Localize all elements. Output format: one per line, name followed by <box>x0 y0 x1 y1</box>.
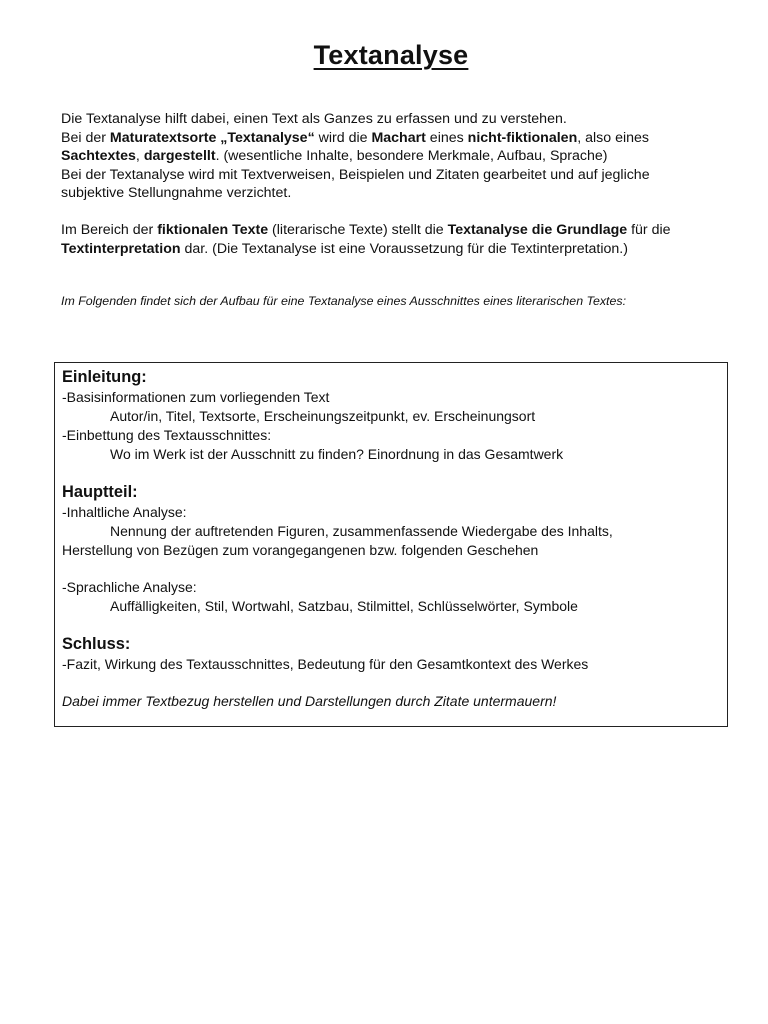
intro-text: subjektive Stellungnahme verzichtet. <box>61 185 292 202</box>
list-item-detail: Herstellung von Bezügen zum vorangegangenen bzw. folgenden Geschehen <box>62 542 539 558</box>
page-title <box>0 40 768 71</box>
intro-text: (literarische Texte) stellt die <box>268 221 448 238</box>
section-spacer <box>62 674 727 692</box>
list-item-detail: Autor/in, Titel, Textsorte, Erscheinungszeitpunkt, ev. Erscheinungsort <box>110 408 536 424</box>
list-item: -Inhaltliche Analyse: <box>62 504 187 520</box>
list-item: -Basisinformationen zum vorliegenden Text <box>62 389 330 405</box>
intro-text: , also eines <box>577 129 650 146</box>
intro-text: . (wesentliche Inhalte, besondere Merkmale, Aufbau, Sprache) <box>215 148 608 165</box>
structure-box <box>54 362 728 727</box>
structure-lead-text: Im Folgenden findet sich der Aufbau für eine Textanalyse eines Ausschnittes eines literarischen Textes: <box>61 294 627 308</box>
intro-emphasis: Textanalyse <box>447 221 528 238</box>
intro-emphasis: Sachtextes <box>61 148 136 165</box>
intro-section <box>61 110 721 258</box>
intro-text: Die Textanalyse hilft dabei, einen Text als Ganzes zu erfassen und zu verstehen. <box>61 111 567 127</box>
intro-paragraph-5 <box>61 184 721 203</box>
intro-text: Bei der <box>61 129 110 146</box>
intro-text: , <box>135 148 144 165</box>
page-title-text: Textanalyse <box>313 40 469 70</box>
list-item: -Einbettung des Textausschnittes: <box>62 427 272 443</box>
intro-text: Bei der Textanalyse wird mit Textverweisen, Beispielen und Zitaten gearbeitet und auf jegliche <box>61 166 650 183</box>
intro-emphasis: nicht-fiktionalen <box>467 129 578 146</box>
intro-paragraph-7 <box>61 240 721 259</box>
intro-emphasis: Maturatextsorte <box>109 129 217 146</box>
section-spacer <box>62 464 727 482</box>
intro-paragraph-3 <box>61 147 721 166</box>
intro-emphasis: „Textanalyse“ <box>220 129 315 146</box>
section-heading-einleitung: Einleitung: <box>62 368 147 386</box>
section-spacer <box>62 616 727 634</box>
list-item-detail: Nennung der auftretenden Figuren, zusammenfassende Wiedergabe des Inhalts, <box>110 523 613 539</box>
intro-text: eines <box>425 129 468 146</box>
section-heading-schluss: Schluss: <box>62 635 131 653</box>
intro-text: Im Bereich der <box>61 221 158 238</box>
section-heading-hauptteil: Hauptteil: <box>62 483 138 501</box>
closing-note: Dabei immer Textbezug herstellen und Darstellungen durch Zitate untermauern! <box>62 693 557 709</box>
intro-text: dar. (Die Textanalyse ist eine Voraussetzung für die Textinterpretation.) <box>180 240 628 257</box>
section-spacer <box>62 560 727 578</box>
intro-emphasis: Textinterpretation <box>61 240 181 257</box>
intro-text: für die <box>627 221 671 238</box>
intro-emphasis: die Grundlage <box>531 221 628 238</box>
intro-emphasis: fiktionalen Texte <box>157 221 269 238</box>
intro-paragraph-1 <box>61 110 721 129</box>
intro-paragraph-4 <box>61 166 721 185</box>
intro-paragraph-2 <box>61 129 721 148</box>
intro-emphasis: Machart <box>371 129 426 146</box>
list-item-detail: Auffälligkeiten, Stil, Wortwahl, Satzbau, Stilmittel, Schlüsselwörter, Symbole <box>110 598 578 614</box>
list-item: -Sprachliche Analyse: <box>62 579 197 595</box>
intro-paragraph-6 <box>61 221 721 240</box>
intro-text: wird die <box>314 129 372 146</box>
list-item: -Fazit, Wirkung des Textausschnittes, Bedeutung für den Gesamtkontext des Werkes <box>62 656 589 672</box>
intro-emphasis: dargestellt <box>143 148 216 165</box>
list-item-detail: Wo im Werk ist der Ausschnitt zu finden? Einordnung in das Gesamtwerk <box>110 446 564 462</box>
paragraph-spacer <box>61 203 721 221</box>
